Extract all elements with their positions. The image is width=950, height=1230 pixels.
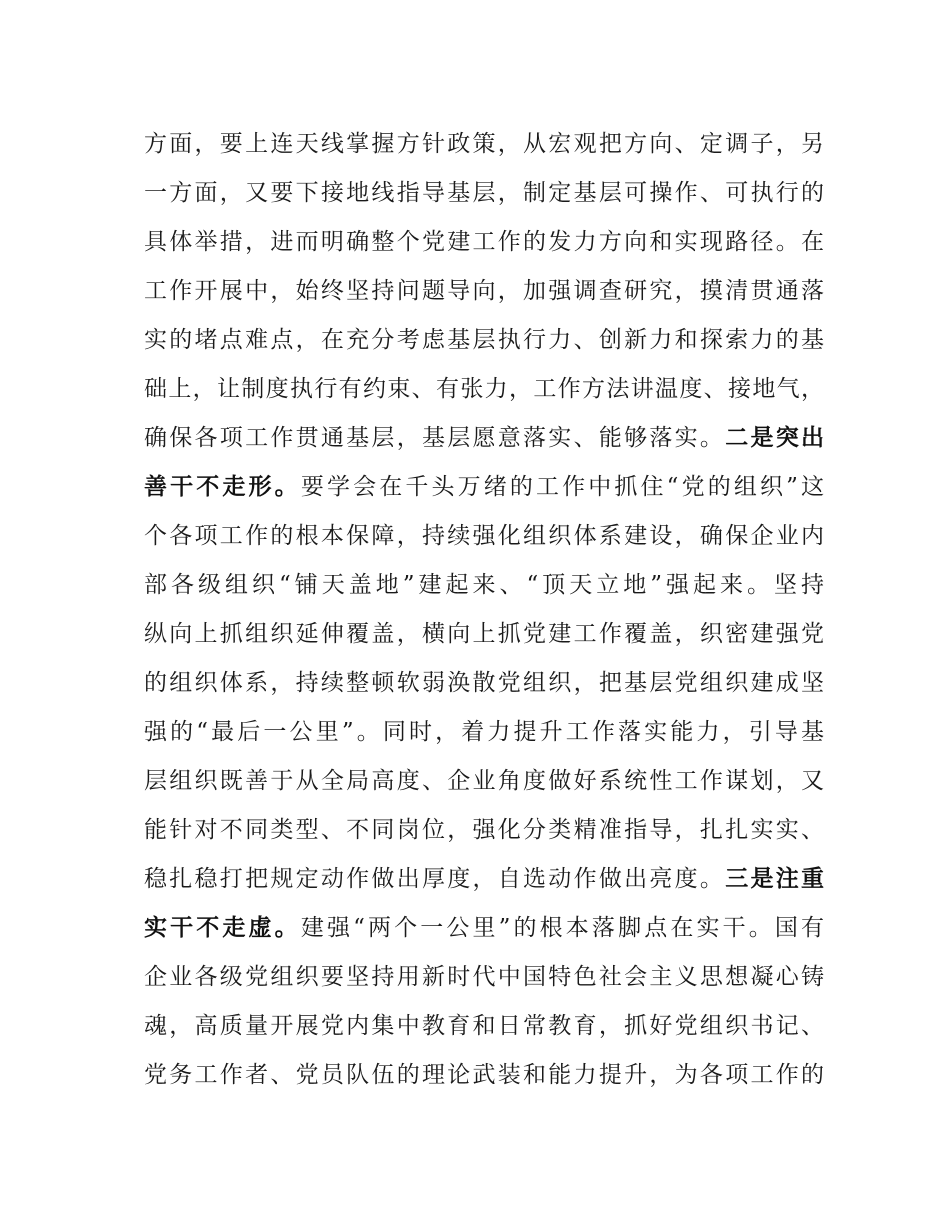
text-line [144, 953, 824, 1002]
text-line [144, 120, 824, 169]
text-line [144, 463, 824, 512]
text-line [144, 708, 824, 757]
body-text: 实的堵点难点，在充分考虑基层执行力、创新力和探索力的基 [144, 327, 824, 353]
text-line [144, 659, 824, 708]
body-text: 企业各级党组织要坚持用新时代中国特色社会主义思想凝心铸 [144, 964, 824, 990]
text-line [144, 414, 824, 463]
body-text: 强的“最后一公里”。同时，着力提升工作落实能力，引导基 [144, 719, 824, 745]
text-line [144, 610, 824, 659]
text-line [144, 169, 824, 218]
body-text: 能针对不同类型、不同岗位，强化分类精准指导，扎扎实实、 [144, 817, 824, 843]
body-text: 工作开展中，始终坚持问题导向，加强调查研究，摸清贯通落 [144, 278, 824, 304]
text-line [144, 316, 824, 365]
bold-heading-text: 三是注重 [725, 866, 825, 892]
body-text: 础上，让制度执行有约束、有张力，工作方法讲温度、接地气， [144, 376, 824, 402]
text-line [144, 1002, 824, 1051]
text-line [144, 757, 824, 806]
body-text: 一方面，又要下接地线指导基层，制定基层可操作、可执行的 [144, 180, 824, 206]
text-line [144, 267, 824, 316]
body-text: 纵向上抓组织延伸覆盖，横向上抓党建工作覆盖，织密建强党 [144, 621, 824, 647]
body-text: 层组织既善于从全局高度、企业角度做好系统性工作谋划，又 [144, 768, 824, 794]
body-text: 魂，高质量开展党内集中教育和日常教育，抓好党组织书记、 [144, 1013, 824, 1039]
bold-heading-text: 善干不走形。 [144, 474, 301, 500]
body-text: 确保各项工作贯通基层，基层愿意落实、能够落实。 [144, 425, 726, 451]
body-text: 个各项工作的根本保障，持续强化组织体系建设，确保企业内 [144, 523, 824, 549]
body-text: 方面，要上连天线掌握方针政策，从宏观把方向、定调子，另 [144, 131, 824, 157]
bold-heading-text: 实干不走虚。 [144, 915, 301, 941]
body-paragraph [144, 120, 824, 1100]
text-line [144, 365, 824, 414]
bold-heading-text: 二是突出 [725, 425, 825, 451]
text-line [144, 806, 824, 855]
text-line [144, 512, 824, 561]
body-text: 具体举措，进而明确整个党建工作的发力方向和实现路径。在 [144, 229, 824, 255]
text-line [144, 218, 824, 267]
text-line [144, 855, 824, 904]
body-text: 要学会在千头万绪的工作中抓住“党的组织”这 [300, 474, 824, 500]
body-text: 党务工作者、党员队伍的理论武装和能力提升，为各项工作的 [144, 1062, 824, 1088]
body-text: 建强“两个一公里”的根本落脚点在实干。国有 [300, 915, 824, 941]
body-text: 部各级组织“铺天盖地”建起来、“顶天立地”强起来。坚持 [144, 572, 824, 598]
text-line [144, 904, 824, 953]
text-line [144, 1051, 824, 1100]
body-text: 稳扎稳打把规定动作做出厚度，自选动作做出亮度。 [144, 866, 726, 892]
text-line [144, 561, 824, 610]
body-text: 的组织体系，持续整顿软弱涣散党组织，把基层党组织建成坚 [144, 670, 824, 696]
